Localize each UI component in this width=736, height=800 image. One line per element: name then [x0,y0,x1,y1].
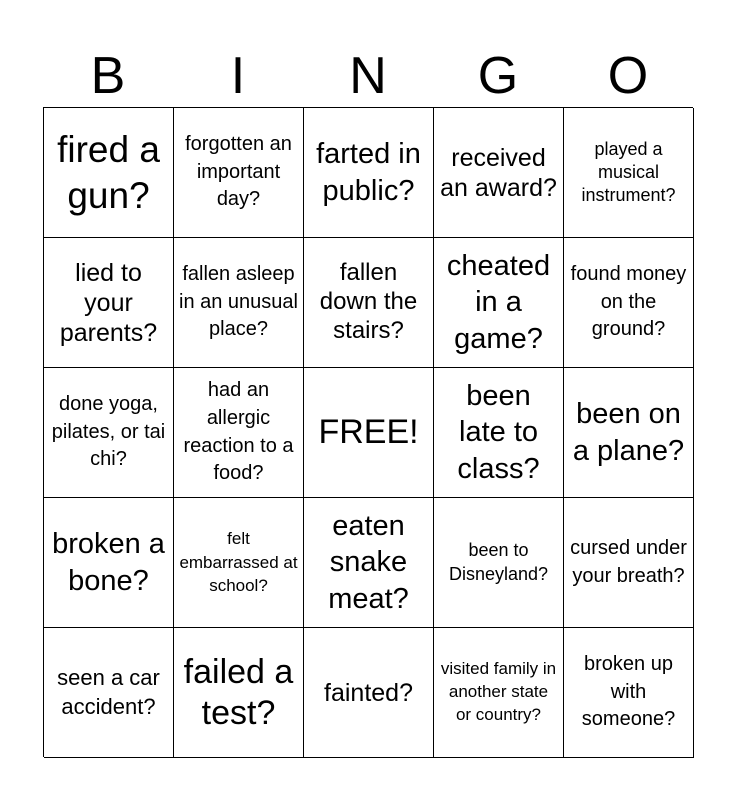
cell-text: been on a plane? [572,398,685,467]
header-letter-g: G [477,47,519,105]
bingo-cell[interactable] [434,368,564,498]
header-letter-n: N [349,47,387,105]
cell-text: fired a gun? [57,129,160,216]
cell-text: broken up with someone? [581,653,676,731]
cell-text: fainted? [324,678,413,707]
cell-text: had an allergic reaction to a food? [183,379,294,485]
cell-text: received an award? [440,143,557,202]
bingo-cell[interactable] [174,108,304,238]
cell-text: visited family in another state or country? [440,659,557,724]
cell-text: fallen down the stairs? [319,259,418,344]
bingo-cell[interactable] [304,628,434,758]
bingo-board [43,107,693,757]
bingo-cell[interactable] [44,628,174,758]
cell-text: done yoga, pilates, or tai chi? [51,393,166,471]
cell-text: forgotten an important day? [185,133,292,211]
bingo-cell[interactable] [434,498,564,628]
cell-text: FREE! [318,413,419,452]
cell-text: cheated in a game? [446,250,551,355]
cell-text: seen a car accident? [57,664,160,719]
cell-text: played a musical instrument? [581,138,676,206]
bingo-cell[interactable] [564,238,694,368]
bingo-header [43,46,693,106]
bingo-cell[interactable] [564,108,694,238]
bingo-cell[interactable] [434,238,564,368]
bingo-cell[interactable] [44,498,174,628]
cell-text: cursed under your breath? [570,536,687,587]
cell-text: lied to your parents? [59,258,158,347]
bingo-cell[interactable] [44,108,174,238]
cell-text: been to Disneyland? [448,540,549,584]
bingo-cell[interactable] [564,498,694,628]
free-space[interactable] [304,368,434,498]
cell-text: broken a bone? [52,528,165,597]
cell-text: eaten snake meat? [328,510,409,615]
bingo-cell[interactable] [434,108,564,238]
bingo-cell[interactable] [174,368,304,498]
header-letter-b: B [90,47,126,105]
bingo-cell[interactable] [434,628,564,758]
bingo-cell[interactable] [304,498,434,628]
cell-text: failed a test? [183,652,294,732]
cell-text: fallen asleep in an unusual place? [179,263,298,341]
bingo-cell[interactable] [44,238,174,368]
cell-text: found money on the ground? [570,263,687,341]
cell-text: felt embarrassed at school? [179,529,298,596]
header-letter-o: O [607,47,649,105]
header-letter-i: I [230,47,246,105]
cell-text: been late to class? [457,380,540,485]
bingo-cell[interactable] [564,368,694,498]
bingo-cell[interactable] [304,238,434,368]
bingo-cell[interactable] [304,108,434,238]
bingo-cell[interactable] [174,498,304,628]
bingo-cell[interactable] [44,368,174,498]
bingo-cell[interactable] [174,238,304,368]
bingo-cell[interactable] [174,628,304,758]
bingo-cell[interactable] [564,628,694,758]
cell-text: farted in public? [316,138,421,207]
